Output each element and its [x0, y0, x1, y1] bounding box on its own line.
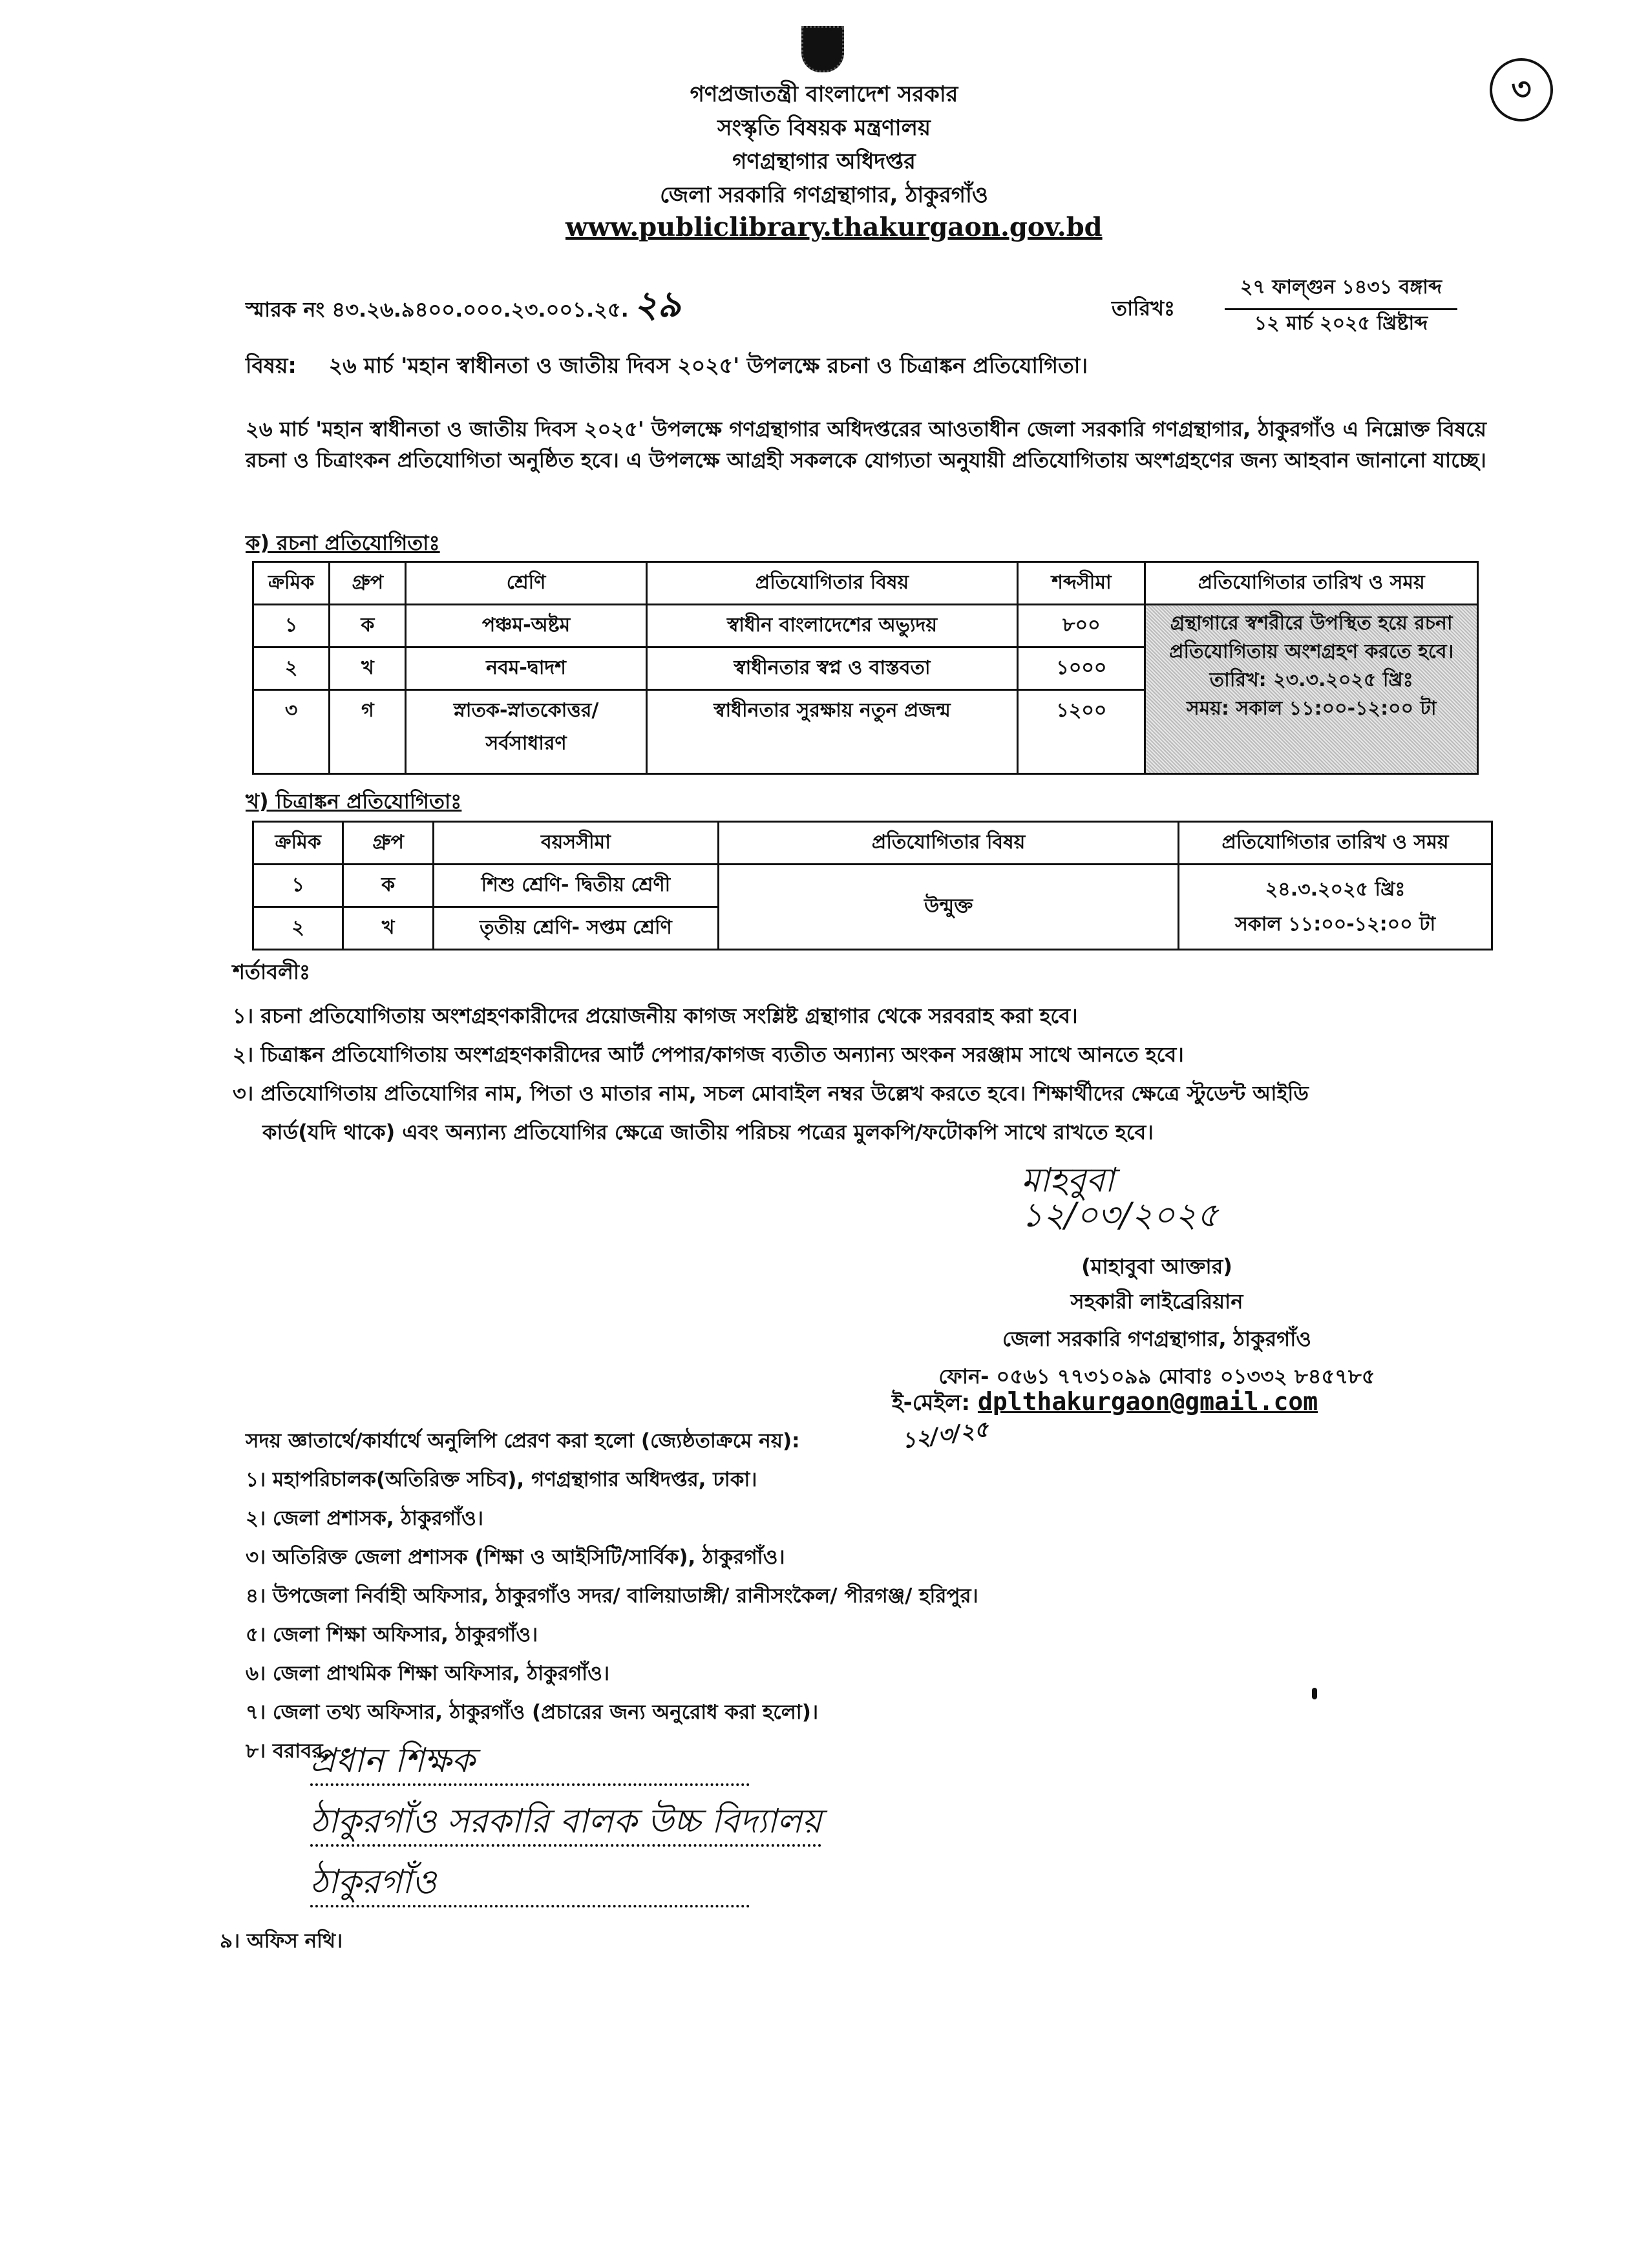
email-label: ই-মেইল: [892, 1390, 971, 1416]
copy-to-item: ১। মহাপরিচালক(অতিরিক্ত সচিব), গণগ্রন্থাগার অধিদপ্তর, ঢাকা। [246, 1468, 757, 1491]
handwritten-signature [1021, 1163, 1218, 1233]
letterhead-line-ministry: সংস্কৃতি বিষয়ক মন্ত্রণালয় [717, 115, 931, 141]
cell-schedule [1145, 605, 1478, 774]
copy-to-item: ৫। জেলা শিক্ষা অফিসার, ঠাকুরগাঁও। [246, 1623, 538, 1646]
signature-date: ১২/০৩/২০২৫ [1021, 1196, 1219, 1235]
cell-class: নবম-দ্বাদশ [406, 647, 646, 690]
drawing-competition-table [252, 821, 1493, 950]
memo-number-label: স্মারক নং ৪৩.২৬.৯৪০০.০০০.২৩.০০১.২৫. [246, 297, 629, 322]
intro-paragraph: ২৬ মার্চ 'মহান স্বাধীনতা ও জাতীয় দিবস ২০২৫' উপলক্ষে গণগ্রন্থাগার অধিদপ্তরের আওতাধীন জেলা সরকারি গণগ্রন্থাগার, ঠাকুরগাঁও এ নিম্নোক্ত বিষয়ে রচনা ও চিত্রাংকন প্রতিযোগিতা অনুষ্ঠিত হবে। এ উপলক্ষে আগ্রহী সকলকে যোগ্যতা অনুযায়ী প্রতিযোগিতায় অংশগ্রহণের জন্য আহবান জানানো যাচ্ছে। [246, 417, 1486, 472]
header-serial: ক্রমিক [253, 562, 330, 605]
table-header-row [253, 562, 1478, 605]
header-word-limit: শব্দসীমা [1018, 562, 1145, 605]
cell-group: ক [330, 605, 406, 647]
cell-serial: ২ [253, 647, 330, 690]
cell-word-limit: ১২০০ [1018, 690, 1145, 774]
terms-item: ২। চিত্রাঙ্কন প্রতিযোগিতায় অংশগ্রহণকারীদের আর্ট পেপার/কাগজ ব্যতীত অন্যান্য অংকন সরঞ্জাম সাথে আনতে হবে। [233, 1042, 1184, 1067]
table-row [253, 605, 1478, 647]
addressee-line: ঠাকুরগাঁও সরকারি বালক উচ্চ বিদ্যালয় [310, 1799, 821, 1847]
cell-age-limit: তৃতীয় শ্রেণি- সপ্তম শ্রেণি [433, 907, 718, 950]
letterhead-line-government: গণপ্রজাতন্ত্রী বাংলাদেশ সরকার [690, 81, 958, 107]
signatory-designation: সহকারী লাইব্রেরিয়ান [1070, 1289, 1243, 1314]
header-schedule: প্রতিযোগিতার তারিখ ও সময় [1145, 562, 1478, 605]
date-gregorian: ১২ মার্চ ২০২৫ খ্রিষ্টাব্দ [1254, 312, 1428, 335]
cell-age-limit: শিশু শ্রেণি- দ্বিতীয় শ্রেণী [433, 865, 718, 907]
cell-group: খ [330, 647, 406, 690]
terms-item-continued: কার্ড(যদি থাকে) এবং অন্যান্য প্রতিযোগির ক্ষেত্রে জাতীয় পরিচয় পত্রের মুলকপি/ফটোকপি সাথে রাখতে হবে। [262, 1120, 1154, 1144]
cell-serial: ২ [253, 907, 343, 950]
cell-topic: স্বাধীনতার সুরক্ষায় নতুন প্রজন্ম [646, 690, 1018, 774]
date-label: তারিখঃ [1112, 296, 1176, 320]
schedule-date: ২৪.৩.২০২৫ খ্রিঃ [1265, 877, 1406, 901]
website-link[interactable]: www.publiclibrary.thakurgaon.gov.bd [565, 212, 1103, 242]
essay-competition-table [252, 561, 1479, 775]
terms-section [233, 956, 1493, 1151]
signatory-phone: ফোন- ০৫৬১ ৭৭৩১০৯৯ মোবাঃ ০১৩৩২ ৮৪৫৭৮৫ [938, 1364, 1375, 1389]
copy-to-item: ৬। জেলা প্রাথমিক শিক্ষা অফিসার, ঠাকুরগাঁও। [246, 1662, 610, 1685]
header-topic: প্রতিযোগিতার বিষয় [719, 822, 1179, 865]
signatory-office: জেলা সরকারি গণগ্রন্থাগার, ঠাকুরগাঁও [1002, 1327, 1311, 1351]
copy-to-item: ৪। উপজেলা নির্বাহী অফিসার, ঠাকুরগাঁও সদর/ বালিয়াডাঙ্গী/ রানীসংকৈল/ পীরগঞ্জ/ হরিপুর। [246, 1584, 978, 1608]
copy-to-item: ২। জেলা প্রশাসক, ঠাকুরগাঁও। [246, 1507, 483, 1530]
header-class: শ্রেণি [406, 562, 646, 605]
subject-line [246, 349, 1088, 385]
drawing-section-title: খ) চিত্রাঙ্কন প্রতিযোগিতাঃ [246, 789, 462, 814]
handwritten-addressee [310, 1738, 821, 1920]
terms-item: ১। রচনা প্রতিযোগিতায় অংশগ্রহণকারীদের প্রয়োজনীয় কাগজ সংশ্লিষ্ট গ্রন্থাগার থেকে সরবরাহ করা হবে। [233, 1003, 1078, 1028]
memo-handwritten-number: ২৯ [633, 283, 681, 326]
ink-speck [1312, 1688, 1317, 1699]
header-topic: প্রতিযোগিতার বিষয় [646, 562, 1018, 605]
cell-word-limit: ৮০০ [1018, 605, 1145, 647]
essay-section-title: ক) রচনা প্রতিযোগিতাঃ [246, 530, 440, 555]
schedule-note: গ্রন্থাগারে স্বশরীরে উপস্থিত হয়ে রচনা প্রতিযোগিতায় অংশগ্রহণ করতে হবে। [1169, 612, 1454, 663]
cell-topic: স্বাধীনতার স্বপ্ন ও বাস্তবতা [646, 647, 1018, 690]
cell-serial: ৩ [253, 690, 330, 774]
addressee-line: প্রধান শিক্ষক [310, 1738, 750, 1786]
cell-group: খ [343, 907, 433, 950]
letterhead-line-department: গণগ্রন্থাগার অধিদপ্তর [732, 149, 916, 174]
cell-class: স্নাতক-স্নাতকোত্তর/ সর্বসাধারণ [406, 690, 646, 774]
addressee-line: ঠাকুরগাঁও [310, 1860, 750, 1907]
cell-group: গ [330, 690, 406, 774]
table-row [253, 865, 1492, 907]
table-header-row [253, 822, 1492, 865]
header-group: গ্রুপ [330, 562, 406, 605]
schedule-time: সময়: সকাল ১১:০০-১২:০০ টা [1186, 697, 1437, 720]
header-serial: ক্রমিক [253, 822, 343, 865]
email-link[interactable]: dplthakurgaon@gmail.com [977, 1387, 1318, 1416]
memo-number [246, 277, 681, 337]
copy-to-section [246, 1422, 1344, 1770]
letterhead [565, 78, 1103, 242]
cell-topic: স্বাধীন বাংলাদেশের অভ্যুদয় [646, 605, 1018, 647]
copy-to-title: সদয় জ্ঞাতার্থে/কার্যার্থে অনুলিপি প্রেরণ করা হলো (জ্যেষ্ঠতাক্রমে নয়): [246, 1429, 800, 1453]
cell-class: পঞ্চম-অষ্টম [406, 605, 646, 647]
cell-serial: ১ [253, 865, 343, 907]
schedule-date: তারিখ: ২৩.৩.২০২৫ খ্রিঃ [1209, 669, 1413, 691]
initial-scrawl: ১২/৩/২৫ [900, 1416, 991, 1454]
cell-serial: ১ [253, 605, 330, 647]
page-number-circle: ৩ [1490, 58, 1553, 121]
cell-schedule [1179, 865, 1492, 950]
government-emblem-icon [801, 26, 844, 72]
copy-to-item: ৭। জেলা তথ্য অফিসার, ঠাকুরগাঁও (প্রচারের জন্য অনুরোধ করা হলো)। [246, 1701, 819, 1724]
signatory-name: (মাহাবুবা আক্তার) [1081, 1254, 1232, 1279]
schedule-time: সকাল ১১:০০-১২:০০ টা [1234, 912, 1436, 936]
subject-label: বিষয়: [246, 353, 297, 378]
cell-topic: উন্মুক্ত [719, 865, 1179, 950]
signature-scrawl: মাহবুবা [1021, 1161, 1115, 1200]
terms-item: ৩। প্রতিযোগিতায় প্রতিযোগির নাম, পিতা ও মাতার নাম, সচল মোবাইল নম্বর উল্লেখ করতে হবে। শিক্ষার্থীদের ক্ষেত্রে স্টুডেন্ট আইডি [233, 1081, 1309, 1106]
cell-group: ক [343, 865, 433, 907]
header-age-limit: বয়সসীমা [433, 822, 718, 865]
terms-title: শর্তাবলীঃ [233, 960, 311, 984]
date-bangla: ২৭ ফাল্গুন ১৪৩১ বঙ্গাব্দ [1225, 271, 1457, 310]
copy-to-item-8: ৮। বরাবর, [246, 1739, 331, 1763]
signature-block [898, 1250, 1415, 1395]
copy-to-item: ৩। অতিরিক্ত জেলা প্রশাসক (শিক্ষা ও আইসিটি/সার্বিক), ঠাকুরগাঁও। [246, 1546, 785, 1569]
header-group: গ্রুপ [343, 822, 433, 865]
cell-word-limit: ১০০০ [1018, 647, 1145, 690]
subject-text: ২৬ মার্চ 'মহান স্বাধীনতা ও জাতীয় দিবস ২০২৫' উপলক্ষে রচনা ও চিত্রাঙ্কন প্রতিযোগিতা। [328, 353, 1088, 378]
letterhead-line-office: জেলা সরকারি গণগ্রন্থাগার, ঠাকুরগাঁও [660, 182, 988, 208]
header-schedule: প্রতিযোগিতার তারিখ ও সময় [1179, 822, 1492, 865]
copy-to-item-9: ৯। অফিস নথি। [220, 1929, 343, 1953]
